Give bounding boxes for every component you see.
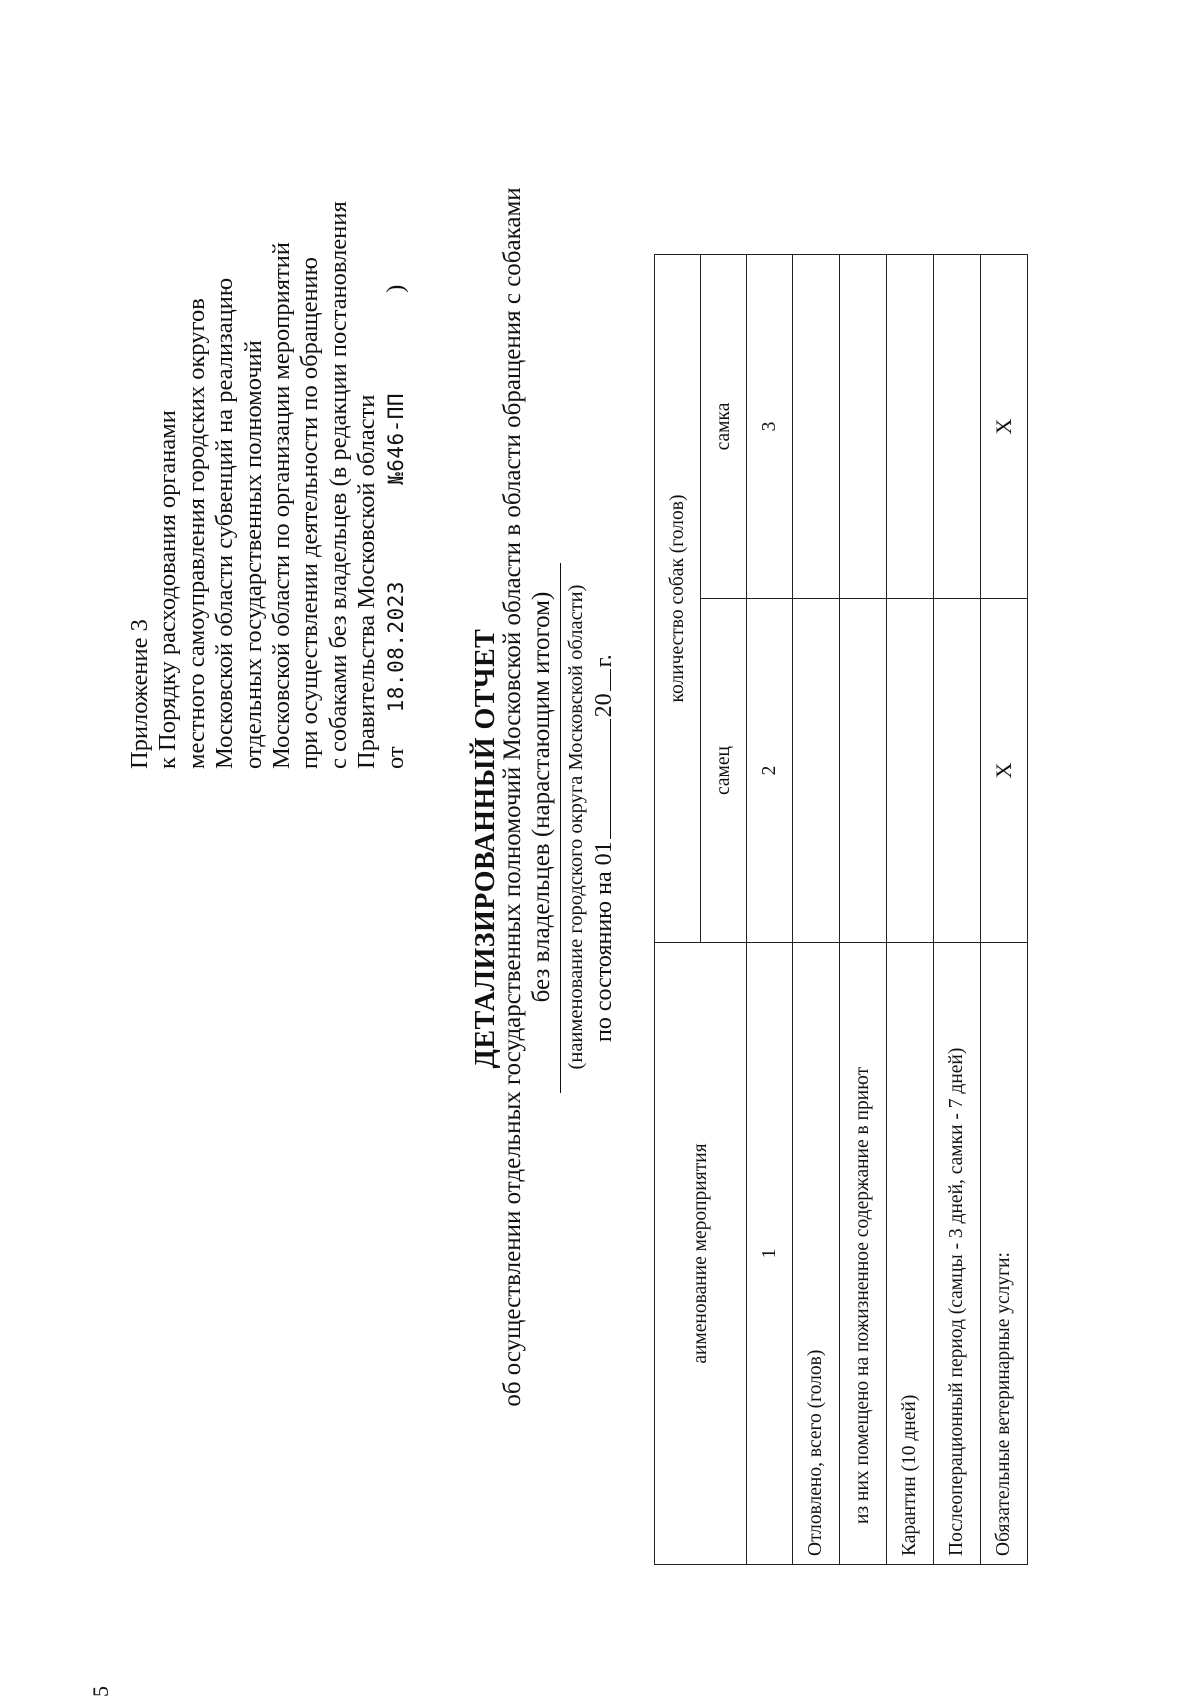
report-subtitle [498, 47, 556, 1547]
date-blank [592, 719, 611, 839]
report-title: ДЕТАЛИЗИРОВАННЫЙ ОТЧЕТ [470, 628, 501, 1069]
appendix-line: к Порядку расходования органами [154, 410, 182, 769]
male-cell [793, 599, 840, 943]
table-row [934, 255, 981, 1565]
table-row [887, 255, 934, 1565]
header-dog-count: количество собак (голов) [655, 255, 701, 943]
table-row [981, 255, 1028, 1565]
appendix-line: Правительства Московской области [353, 394, 381, 769]
row-label: Карантин (10 дней) [887, 943, 934, 1565]
year-blank [592, 669, 611, 691]
table-header-row [655, 255, 701, 1565]
resolution-number: №646-ПП [383, 392, 408, 485]
appendix-line: с собаками без владельцев (в редакции постановления [324, 201, 352, 769]
appendix-header [126, 39, 410, 769]
report-subtitle-line: без владельцев (нарастающим итогом) [528, 591, 555, 1003]
date-prefix: от [381, 746, 409, 769]
report-table [654, 254, 1028, 1565]
table-row [840, 255, 887, 1565]
as-of-date-line [591, 542, 618, 1042]
resolution-date: 18.08.2023 [383, 580, 408, 713]
as-of-suffix: г. [591, 654, 617, 668]
female-cell: Х [981, 255, 1028, 599]
appendix-line: Приложение 3 [126, 619, 153, 769]
male-cell: Х [981, 599, 1028, 943]
row-label: из них помещено на пожизненное содержание в приют [840, 943, 887, 1565]
column-number: 3 [747, 255, 793, 599]
male-cell [887, 599, 934, 943]
table-row [793, 255, 840, 1565]
female-cell [840, 255, 887, 599]
appendix-date-line [382, 39, 410, 769]
appendix-line: Московской области по организации мероприятий [268, 242, 296, 769]
female-cell [934, 255, 981, 599]
appendix-line: местного самоуправления городских округов [182, 298, 210, 769]
municipality-name-line [560, 563, 561, 1093]
row-label: Отловлено, всего (голов) [793, 943, 840, 1565]
header-female: самка [701, 255, 747, 599]
as-of-prefix: по состоянию на 01 [591, 841, 617, 1042]
male-cell [934, 599, 981, 943]
appendix-line: Московской области субвенций на реализацию [211, 277, 239, 769]
year-prefix: 20 [591, 693, 617, 718]
page-number: 5 [88, 1686, 113, 1697]
male-cell [840, 599, 887, 943]
appendix-line: отдельных государственных полномочий [239, 340, 267, 769]
header-event-name: аименование мероприятия [655, 943, 747, 1565]
row-label: Послеоперационный период (самцы - 3 дней, самки - 7 дней) [934, 943, 981, 1565]
column-number-row [747, 255, 793, 1565]
report-subtitle-line: об осуществлении отдельных государственных полномочий Московской области в области обращения с собаками [499, 187, 526, 1407]
column-number: 1 [747, 943, 793, 1565]
header-male: самец [701, 599, 747, 943]
column-number: 2 [747, 599, 793, 943]
female-cell [887, 255, 934, 599]
appendix-line: при осуществлении деятельности по обращению [296, 257, 324, 769]
female-cell [793, 255, 840, 599]
row-label: Обязательные ветеринарные услуги: [981, 943, 1028, 1565]
municipality-caption: (наименование городского округа Московской области) [565, 584, 587, 1070]
closing-paren: ) [381, 284, 409, 293]
